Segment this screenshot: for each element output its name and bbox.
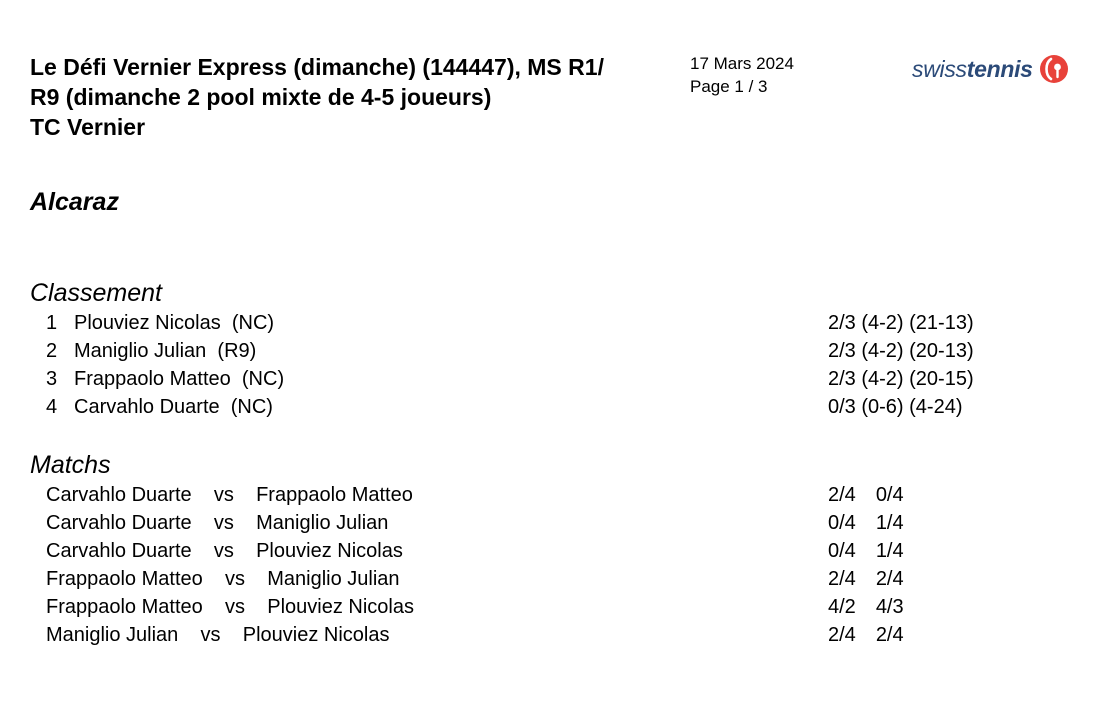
player-classification: (NC) [230, 396, 273, 418]
set-1-score: 0/4 [828, 540, 856, 562]
match-pairing [46, 593, 414, 621]
set-1-score: 2/4 [828, 624, 856, 646]
ranking-player [74, 337, 256, 365]
match-player-2: Maniglio Julian [256, 512, 389, 534]
player-classification: (R9) [217, 340, 257, 362]
ranking-row [0, 309, 1100, 337]
ranking-player [74, 365, 284, 393]
set-1-score: 2/4 [828, 484, 856, 506]
set-1-score: 0/4 [828, 512, 856, 534]
match-player-1: Carvahlo Duarte [46, 484, 192, 506]
match-score [828, 509, 904, 537]
match-row [0, 537, 1100, 565]
set-2-score: 4/3 [875, 596, 904, 618]
set-2-score: 2/4 [875, 568, 904, 590]
ranking-record: 0/3 (0-6) (4-24) [828, 396, 963, 418]
match-player-1: Maniglio Julian [46, 624, 179, 646]
title-line-2: R9 (dimanche 2 pool mixte de 4-5 joueurs) [30, 84, 492, 110]
player-name: Frappaolo Matteo [74, 368, 231, 390]
ranking-position: 3 [46, 368, 58, 390]
ranking-position: 4 [46, 396, 58, 418]
set-2-score: 0/4 [875, 484, 904, 506]
match-score [828, 481, 904, 509]
match-player-1: Carvahlo Duarte [46, 540, 192, 562]
swisstennis-logo-mark-icon [1039, 54, 1069, 84]
set-1-score: 4/2 [828, 596, 856, 618]
ranking-row [0, 337, 1100, 365]
match-pairing [46, 481, 413, 509]
ranking-record: 2/3 (4-2) (21-13) [828, 312, 974, 334]
player-name: Plouviez Nicolas [74, 312, 221, 334]
title-line-1: Le Défi Vernier Express (dimanche) (144447), MS R1/ [30, 54, 604, 80]
match-row [0, 481, 1100, 509]
match-score [828, 565, 904, 593]
ranking-row [0, 365, 1100, 393]
set-2-score: 1/4 [875, 540, 904, 562]
match-player-1: Frappaolo Matteo [46, 596, 203, 618]
match-vs: vs [225, 596, 245, 618]
ranking-row [0, 393, 1100, 421]
match-pairing [46, 537, 403, 565]
match-player-1: Frappaolo Matteo [46, 568, 203, 590]
ranking-position: 2 [46, 340, 58, 362]
match-vs: vs [225, 568, 245, 590]
match-row [0, 593, 1100, 621]
ranking-record: 2/3 (4-2) (20-15) [828, 368, 974, 390]
matches-heading: Matchs [30, 451, 111, 479]
logo-text-tennis: tennis [966, 55, 1033, 82]
match-pairing [46, 565, 400, 593]
match-vs: vs [200, 624, 221, 646]
document-title [30, 52, 680, 142]
ranking-player [74, 309, 274, 337]
set-1-score: 2/4 [828, 568, 856, 590]
match-player-1: Carvahlo Duarte [46, 512, 192, 534]
match-player-2: Plouviez Nicolas [242, 624, 390, 646]
match-player-2: Plouviez Nicolas [256, 540, 403, 562]
print-date: 17 Mars 2024 [690, 54, 794, 73]
ranking-position: 1 [46, 312, 58, 334]
ranking-record: 2/3 (4-2) (20-13) [828, 340, 974, 362]
matches-list [0, 481, 1100, 649]
match-vs: vs [213, 484, 234, 506]
ranking-list [0, 309, 1100, 421]
match-pairing [46, 621, 390, 649]
title-line-3: TC Vernier [30, 114, 146, 140]
player-classification: (NC) [241, 368, 285, 390]
group-name: Alcaraz [30, 188, 119, 216]
match-vs: vs [213, 512, 234, 534]
match-vs: vs [213, 540, 234, 562]
ranking-heading: Classement [30, 279, 162, 307]
match-row [0, 565, 1100, 593]
match-pairing [46, 509, 388, 537]
logo-text-swiss: swiss [912, 55, 967, 82]
match-player-2: Frappaolo Matteo [256, 484, 413, 506]
ranking-player [74, 393, 273, 421]
page-number: Page 1 / 3 [690, 77, 768, 96]
match-score [828, 621, 904, 649]
player-name: Carvahlo Duarte [74, 396, 220, 418]
document-meta [690, 52, 794, 98]
match-player-2: Maniglio Julian [267, 568, 400, 590]
swisstennis-logo [912, 52, 1069, 86]
player-name: Maniglio Julian [74, 340, 207, 362]
match-score [828, 593, 904, 621]
set-2-score: 2/4 [875, 624, 904, 646]
logo-wordmark [912, 56, 1033, 83]
match-row [0, 509, 1100, 537]
match-row [0, 621, 1100, 649]
match-score [828, 537, 904, 565]
match-player-2: Plouviez Nicolas [267, 596, 414, 618]
player-classification: (NC) [231, 312, 275, 334]
set-2-score: 1/4 [875, 512, 904, 534]
